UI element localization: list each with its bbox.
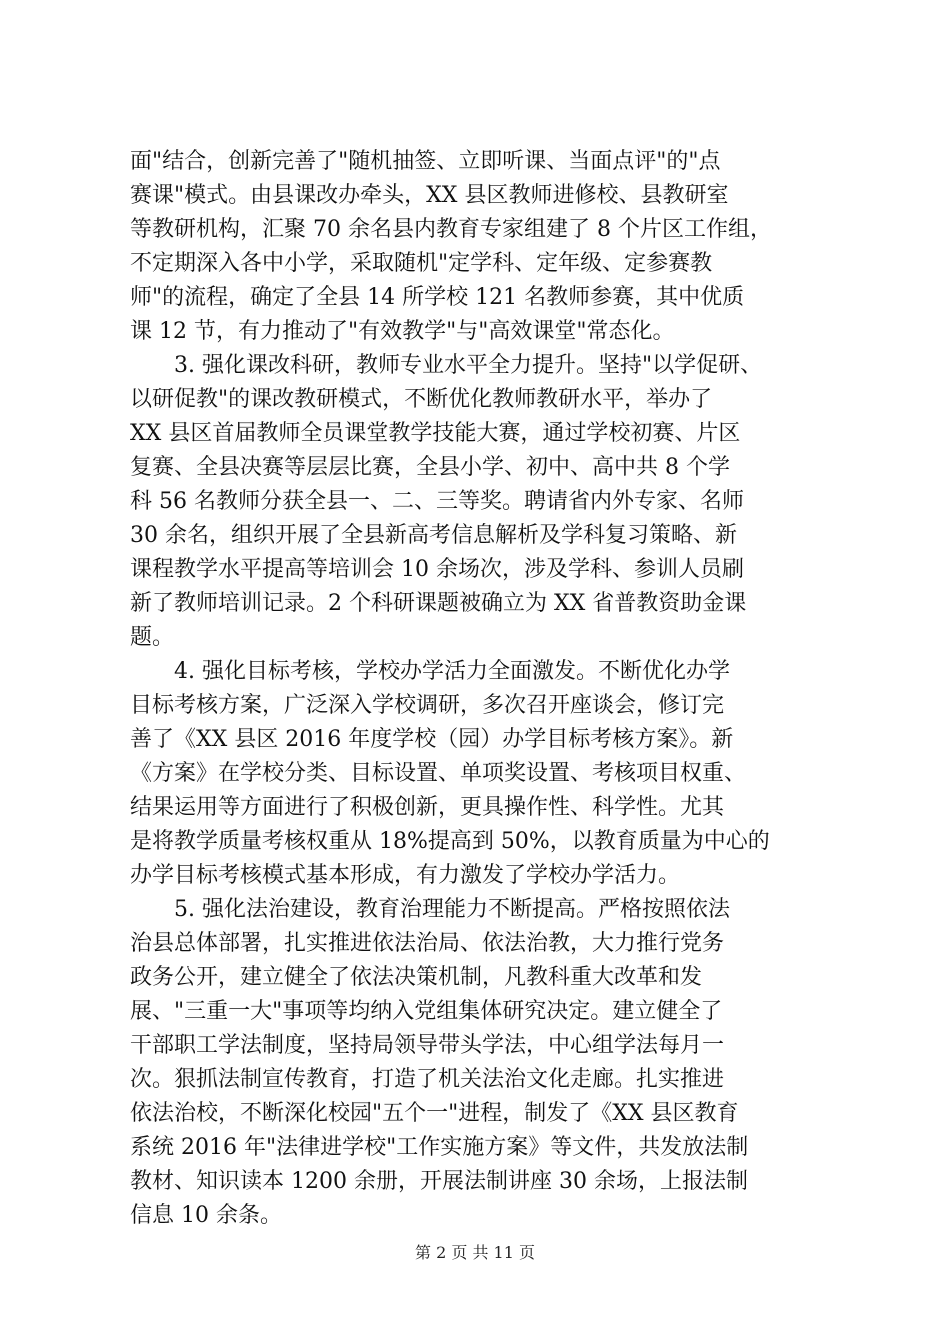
- paragraph-5-start: 5. 强化法治建设，教育治理能力不断提高。严格按照依法: [130, 897, 730, 922]
- text-line: 新了教师培训记录。2 个科研课题被确立为 XX 省普教资助金课: [130, 591, 747, 616]
- text-line: 干部职工学法制度，坚持局领导带头学法，中心组学法每月一: [130, 1033, 725, 1058]
- text-line: 信息 10 余条。: [130, 1203, 282, 1228]
- text-line: 师"的流程，确定了全县 14 所学校 121 名教师参赛，其中优质: [130, 285, 745, 310]
- document-body: [130, 145, 830, 1233]
- text-line: 复赛、全县决赛等层层比赛，全县小学、初中、高中共 8 个学: [130, 455, 730, 480]
- text-line: 课 12 节，有力推动了"有效教学"与"高效课堂"常态化。: [130, 319, 675, 344]
- text-line: 展、"三重一大"事项等均纳入党组集体研究决定。建立健全了: [130, 999, 723, 1024]
- page-number-footer: 第 2 页 共 11 页: [415, 1243, 535, 1262]
- text-line: 结果运用等方面进行了积极创新，更具操作性、科学性。尤其: [130, 795, 725, 820]
- text-line: XX 县区首届教师全员课堂教学技能大赛，通过学校初赛、片区: [130, 421, 741, 446]
- text-line: 办学目标考核模式基本形成，有力激发了学校办学活力。: [130, 863, 681, 888]
- text-line: 治县总体部署，扎实推进依法治局、依法治教，大力推行党务: [130, 931, 725, 956]
- text-line: 科 56 名教师分获全县一、二、三等奖。聘请省内外专家、名师: [130, 489, 744, 514]
- text-line: 30 余名，组织开展了全县新高考信息解析及学科复习策略、新: [130, 523, 737, 548]
- text-line: 《方案》在学校分类、目标设置、单项奖设置、考核项目权重、: [130, 761, 747, 786]
- text-line: 题。: [130, 625, 175, 650]
- text-line: 赛课"模式。由县课改办牵头，XX 县区教师进修校、县教研室: [130, 183, 729, 208]
- text-line: 系统 2016 年"法律进学校"工作实施方案》等文件，共发放法制: [130, 1135, 749, 1160]
- text-line: 次。狠抓法制宣传教育，打造了机关法治文化走廊。扎实推进: [130, 1067, 725, 1092]
- text-line: 依法治校，不断深化校园"五个一"进程，制发了《XX 县区教育: [130, 1101, 739, 1126]
- text-line: 等教研机构，汇聚 70 余名县内教育专家组建了 8 个片区工作组，: [130, 217, 772, 242]
- text-line: 课程教学水平提高等培训会 10 余场次，涉及学科、参训人员刷: [130, 557, 744, 582]
- text-line: 目标考核方案，广泛深入学校调研，多次召开座谈会，修订完: [130, 693, 725, 718]
- paragraph-3-start: 3. 强化课改科研，教师专业水平全力提升。坚持"以学促研、: [130, 353, 763, 378]
- text-line: 政务公开，建立健全了依法决策机制，凡教科重大改革和发: [130, 965, 703, 990]
- text-line: 是将教学质量考核权重从 18%提高到 50%，以教育质量为中心的: [130, 829, 770, 854]
- text-line: 教材、知识读本 1200 余册，开展法制讲座 30 余场，上报法制: [130, 1169, 748, 1194]
- paragraph-4-start: 4. 强化目标考核，学校办学活力全面激发。不断优化办学: [130, 659, 730, 684]
- text-line: 以研促教"的课改教研模式，不断优化教师教研水平，举办了: [130, 387, 713, 412]
- text-line: 面"结合，创新完善了"随机抽签、立即听课、当面点评"的"点: [130, 149, 721, 174]
- text-line: 不定期深入各中小学，采取随机"定学科、定年级、定参赛教: [130, 251, 713, 276]
- text-line: 善了《XX 县区 2016 年度学校（园）办学目标考核方案》。新: [130, 727, 734, 752]
